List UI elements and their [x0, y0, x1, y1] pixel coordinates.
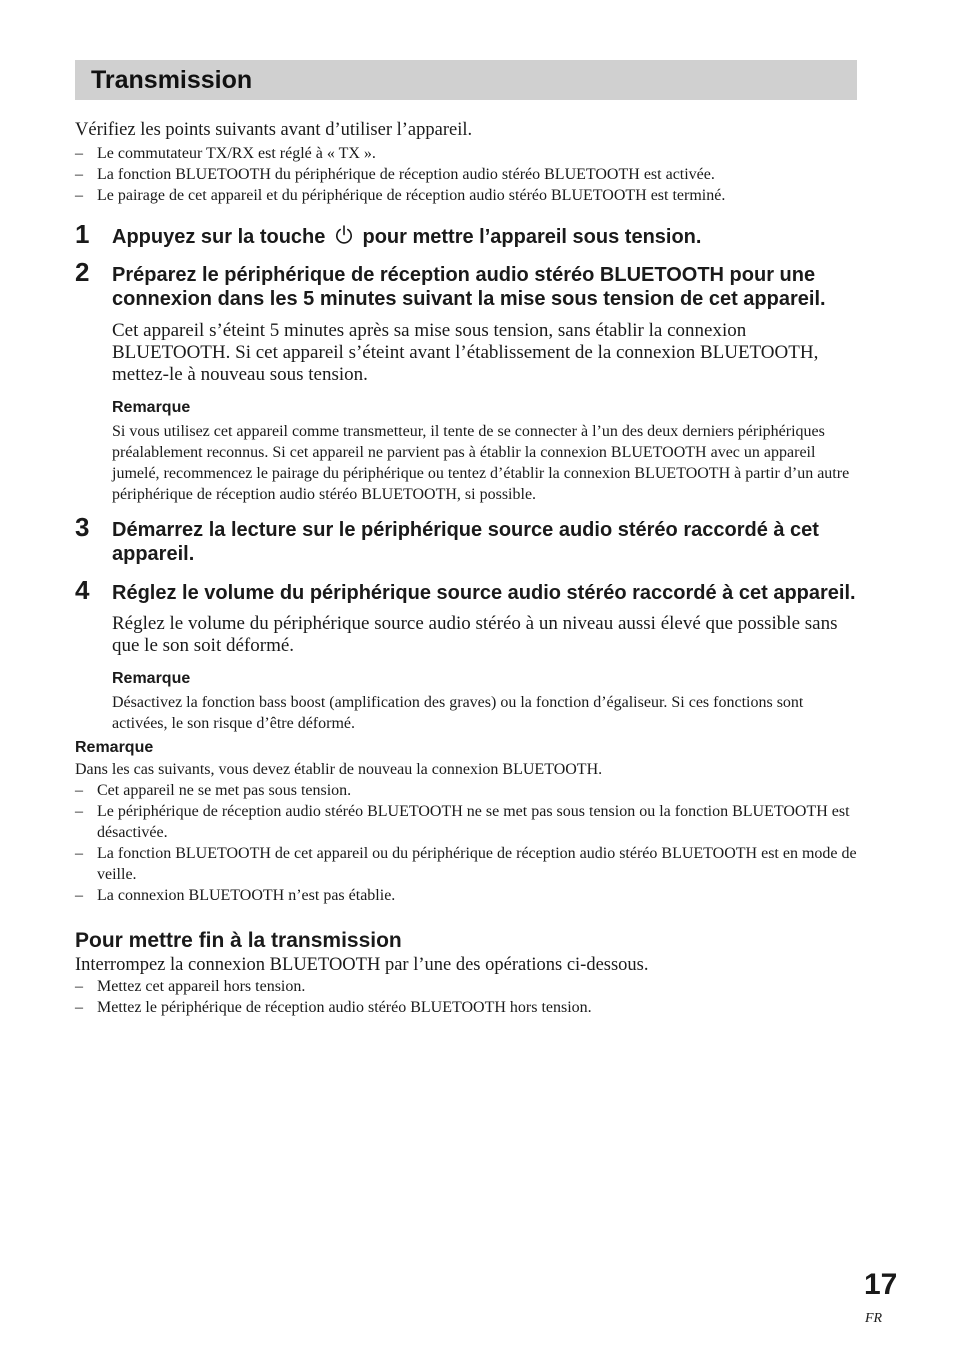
- step-heading: Appuyez sur la touche pour mettre l’appareil sous tension.: [112, 226, 702, 248]
- general-note-text: Dans les cas suivants, vous devez établir de nouveau la connexion BLUETOOTH.: [75, 761, 603, 778]
- step-3: [75, 511, 857, 567]
- list-item: – Mettez le périphérique de réception audio stéréo BLUETOOTH hors tension.: [75, 999, 592, 1016]
- step-heading: Réglez le volume du périphérique source audio stéréo raccordé à cet appareil.: [112, 581, 856, 604]
- step-number: 3: [75, 511, 90, 542]
- list-item: – La fonction BLUETOOTH de cet appareil ou du périphérique de réception audio stéréo BLUETOOTH est en mode de veille.: [75, 845, 857, 883]
- step-number: 2: [75, 256, 90, 287]
- general-note-list: [75, 780, 857, 906]
- intro-list: [75, 143, 857, 206]
- step-1: [75, 219, 857, 250]
- step-2: [75, 256, 857, 505]
- list-item: – Le périphérique de réception audio stéréo BLUETOOTH ne se met pas sous tension ou la fonction BLUETOOTH est désactivée.: [75, 803, 850, 841]
- note-text: Désactivez la fonction bass boost (amplification des graves) ou la fonction d’égaliseur. Si ces fonctions sont activées, le son risque d’être déformé.: [112, 694, 804, 732]
- step-body: Réglez le volume du périphérique source audio stéréo à un niveau aussi élevé que possible sans que le son soit déformé.: [112, 613, 838, 656]
- general-note-label: Remarque: [75, 739, 154, 756]
- step-number: 1: [75, 219, 90, 249]
- note-label: Remarque: [112, 398, 191, 416]
- intro-text: Vérifiez les points suivants avant d’utiliser l’appareil.: [75, 120, 473, 140]
- note-text: Si vous utilisez cet appareil comme transmetteur, il tente de se connecter à l’un des deux derniers périphériques préalablement reconnus. Si cet appareil ne parvient pas à établir la connexion BLUETOOTH avec un appareil jumelé, recommencez le pairage du périphérique ou tentez d’établir la connexion BLUETOOTH à partir d’un autre périphérique de réception audio stéréo BLUETOOTH, si possible.: [112, 422, 850, 503]
- section-title: Transmission: [91, 65, 253, 94]
- list-item: – La fonction BLUETOOTH du périphérique de réception audio stéréo BLUETOOTH est activée.: [75, 166, 715, 183]
- step-number: 4: [75, 574, 90, 605]
- step-body: Cet appareil s’éteint 5 minutes après sa mise sous tension, sans établir la connexion BLUETOOTH. Si cet appareil s’éteint avant l’établissement de la connexion BLUETOOTH, mettez-le à nouveau sous tension.: [112, 319, 819, 385]
- step-4: [75, 574, 857, 735]
- list-item: – Le commutateur TX/RX est réglé à « TX ».: [75, 145, 376, 162]
- note-label: Remarque: [112, 670, 191, 687]
- section-header-bar: [75, 60, 857, 100]
- list-item: – Cet appareil ne se met pas sous tension.: [75, 782, 352, 799]
- list-item: – La connexion BLUETOOTH n’est pas établie.: [75, 887, 396, 904]
- document-page: [75, 60, 857, 1018]
- list-item: – Mettez cet appareil hors tension.: [75, 978, 306, 995]
- subsection-title: Pour mettre fin à la transmission: [75, 929, 402, 952]
- subsection-text: Interrompez la connexion BLUETOOTH par l’une des opérations ci-dessous.: [75, 955, 649, 975]
- language-code: FR: [865, 1311, 883, 1326]
- subsection-list: [75, 976, 857, 1018]
- list-item: – Le pairage de cet appareil et du périphérique de réception audio stéréo BLUETOOTH est terminé.: [75, 187, 726, 204]
- page-number: 17: [864, 1268, 898, 1301]
- step-heading: Démarrez la lecture sur le périphérique source audio stéréo raccordé à cet appareil.: [112, 518, 819, 565]
- step-heading: Préparez le périphérique de réception audio stéréo BLUETOOTH pour une connexion dans les 5 minutes suivant la mise sous tension de cet appareil.: [112, 263, 826, 310]
- power-icon: [334, 225, 354, 245]
